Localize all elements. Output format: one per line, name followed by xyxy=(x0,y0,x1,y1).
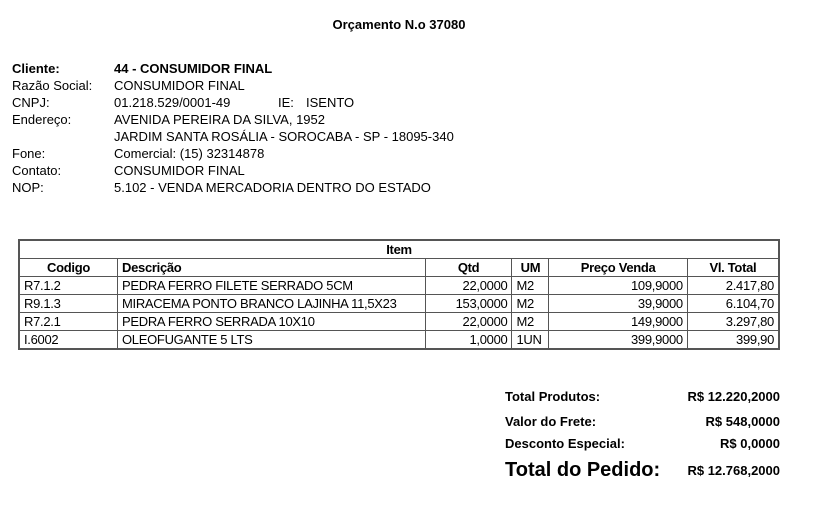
cell-descricao: MIRACEMA PONTO BRANCO LAJINHA 11,5X23 xyxy=(118,295,426,313)
nop-value: 5.102 - VENDA MERCADORIA DENTRO DO ESTADO xyxy=(114,180,431,195)
cell-descricao: OLEOFUGANTE 5 LTS xyxy=(118,331,426,350)
nop-label: NOP: xyxy=(12,180,44,195)
cell-descricao: PEDRA FERRO SERRADA 10X10 xyxy=(118,313,426,331)
header-preco-venda: Preço Venda xyxy=(549,259,687,277)
client-info xyxy=(12,60,512,200)
header-um: UM xyxy=(512,259,549,277)
cell-um: 1UN xyxy=(512,331,549,350)
contato-value: CONSUMIDOR FINAL xyxy=(114,163,245,178)
total-produtos-value: R$ 12.220,2000 xyxy=(687,389,780,404)
cliente-value: 44 - CONSUMIDOR FINAL xyxy=(114,61,273,76)
table-row xyxy=(19,295,779,313)
items-table xyxy=(18,239,780,350)
document-title: Orçamento N.o 37080 xyxy=(332,17,466,32)
total-pedido-label: Total do Pedido: xyxy=(505,459,661,481)
desconto-label: Desconto Especial: xyxy=(505,436,625,451)
cell-codigo: R9.1.3 xyxy=(19,295,118,313)
header-vl-total: Vl. Total xyxy=(687,259,779,277)
cell-preco-venda: 399,9000 xyxy=(549,331,687,350)
cell-descricao: PEDRA FERRO FILETE SERRADO 5CM xyxy=(118,277,426,295)
cell-um: M2 xyxy=(512,277,549,295)
endereco-line2: JARDIM SANTA ROSÁLIA - SOROCABA - SP - 18095-340 xyxy=(114,129,454,144)
cell-qtd: 22,0000 xyxy=(425,313,512,331)
cell-qtd: 1,0000 xyxy=(425,331,512,350)
cell-qtd: 153,0000 xyxy=(425,295,512,313)
column-headers xyxy=(19,259,779,277)
cell-preco-venda: 39,9000 xyxy=(549,295,687,313)
cell-vl-total: 3.297,80 xyxy=(687,313,779,331)
table-row xyxy=(19,313,779,331)
total-produtos-label: Total Produtos: xyxy=(505,389,601,404)
cell-um: M2 xyxy=(512,313,549,331)
razao-value: CONSUMIDOR FINAL xyxy=(114,78,245,93)
cell-codigo: R7.1.2 xyxy=(19,277,118,295)
cell-preco-venda: 149,9000 xyxy=(549,313,687,331)
cell-vl-total: 6.104,70 xyxy=(687,295,779,313)
ie-label: IE: xyxy=(278,95,294,110)
endereco-label: Endereço: xyxy=(12,112,72,127)
cell-vl-total: 399,90 xyxy=(687,331,779,350)
table-row xyxy=(19,331,779,350)
cnpj-label: CNPJ: xyxy=(12,95,50,110)
item-group-header: Item xyxy=(19,240,779,259)
cell-um: M2 xyxy=(512,295,549,313)
header-qtd: Qtd xyxy=(425,259,512,277)
cell-vl-total: 2.417,80 xyxy=(687,277,779,295)
cell-codigo: I.6002 xyxy=(19,331,118,350)
frete-label: Valor do Frete: xyxy=(505,414,597,429)
table-row xyxy=(19,277,779,295)
cnpj-value: 01.218.529/0001-49 xyxy=(114,95,231,110)
fone-value: Comercial: (15) 32314878 xyxy=(114,146,265,161)
ie-value: ISENTO xyxy=(306,95,355,110)
endereco-line1: AVENIDA PEREIRA DA SILVA, 1952 xyxy=(114,112,325,127)
desconto-value: R$ 0,0000 xyxy=(720,436,780,451)
cell-qtd: 22,0000 xyxy=(425,277,512,295)
header-descricao: Descrição xyxy=(118,259,426,277)
frete-value: R$ 548,0000 xyxy=(705,414,780,429)
total-pedido-value: R$ 12.768,2000 xyxy=(687,463,780,478)
cell-preco-venda: 109,9000 xyxy=(549,277,687,295)
razao-label: Razão Social: xyxy=(12,78,93,93)
cell-codigo: R7.2.1 xyxy=(19,313,118,331)
cliente-label: Cliente: xyxy=(12,61,60,76)
contato-label: Contato: xyxy=(12,163,62,178)
header-codigo: Codigo xyxy=(19,259,118,277)
fone-label: Fone: xyxy=(12,146,46,161)
